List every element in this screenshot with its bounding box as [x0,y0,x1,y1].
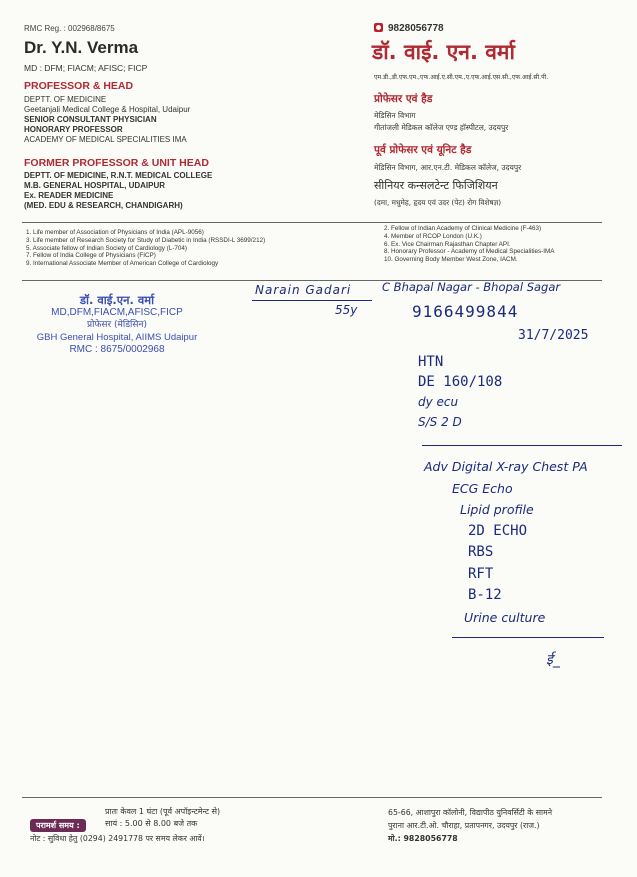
timing-label: परामर्श समय : [30,819,86,832]
memberships-left [26,229,265,268]
patient-address: C Bhapal Nagar - Bhopal Sagar [382,280,561,294]
header-divider [22,222,602,223]
stamp-title-hindi: प्रोफेसर (मेडिसिन) [87,320,147,330]
memberships-right [384,225,554,264]
section1-line: DEPTT. OF MEDICINE [24,95,107,104]
address-line: मो.: 9828056778 [388,834,458,843]
phone-icon [374,23,383,32]
section2-lines [24,171,212,211]
membership-item: 5. Associate fellow of Indian Society of Cardiology (L-704) [26,244,188,252]
advice-divider [422,445,622,446]
rmc-reg: RMC Reg. : 002968/8675 [24,24,115,33]
advice-item: Adv Digital X-ray Chest PA [424,459,588,474]
phone-number: 9828056778 [388,23,444,34]
membership-item: 1. Life member of Association of Physicians of India (APL-9056) [26,229,204,236]
timing-line: प्रातः केवल 1 घंटा (पूर्व अपॉइन्टमेन्ट से) [105,807,221,816]
timing-badge-wrap [30,813,86,832]
membership-item: 6. Ex. Vice Chairman Rajasthan Chapter API. [384,240,511,248]
advice-item: ECG Echo [452,480,513,496]
signature: ई_ [546,652,560,668]
doctor-name: Dr. Y.N. Verma [24,38,139,57]
phone-line [374,22,444,34]
section2-line: Ex. READER MEDICINE [24,191,114,200]
advice-item: 2D ECHO [468,522,528,539]
patient-phone: 9166499844 [412,302,519,321]
doctor-degrees: MD : DFM; FIACM; AFISC; FICP [24,63,148,73]
stamp-rmc: RMC : 8675/0002968 [69,344,165,355]
timing-lines [105,806,220,829]
advice-item: RBS [468,544,494,560]
footer-note: नोट : सुविधा हेतु (0294) 2491778 पर समय लेकर आवें। [30,834,205,843]
advice-item: RFT [468,565,494,582]
timing-line: सायं : 5.00 से 8.00 बजे तक [105,818,198,828]
patient-age: 55y [335,303,358,317]
section1-line: ACADEMY OF MEDICAL SPECIALITIES IMA [24,135,187,144]
section2-title-hindi: पूर्व प्रोफेसर एवं यूनिट हैड [374,144,472,156]
name-underline [252,300,372,301]
consultant-hindi: सीनियर कन्सलटेन्ट फिजिशियन [374,179,498,192]
membership-item: 7. Fellow of India College of Physicians (FICP) [26,252,156,260]
note-item: S/S 2 D [418,415,462,429]
advice-item: Lipid profile [460,502,534,517]
membership-item: 3. Life member of Research Society for Study of Diabetic in India (RSSDI-L 3699/212) [26,236,266,244]
membership-item: 9. International Associate Member of American College of Cardiology [26,260,219,268]
membership-item: 8. Honorary Professor - Academy of Medical Specialities-IMA [384,248,555,256]
clinic-address [388,806,552,845]
signature-line [452,637,604,638]
stamp-hospital: GBH General Hospital, AIIMS Udaipur [36,331,198,343]
section2-line: DEPTT. OF MEDICINE, R.N.T. MEDICAL COLLEGE [24,171,213,180]
section1-lines [24,95,190,145]
section1-title: PROFESSOR & HEAD [24,80,134,92]
specialty-hindi: (दमा, मधुमेह, हृदय एवं उदर (पेट) रोग विशेषज्ञ) [374,198,502,207]
membership-item: 4. Member of RCOP London (U.K.) [384,232,482,240]
section1-title-hindi: प्रोफेसर एवं हैड [374,93,433,105]
section2-title: FORMER PROFESSOR & UNIT HEAD [24,157,209,169]
section1-line-hindi: मेडिसिन विभाग [374,111,416,120]
stamp-degrees: MD,DFM,FIACM,AFISC,FICP [51,306,183,318]
section1-line: HONORARY PROFESSOR [24,125,123,134]
section1-line-hindi: गीतांजली मेडिकल कॉलेज एण्ड हॉस्पीटल, उदयपुर [374,123,509,132]
clinical-notes [418,352,502,432]
membership-item: 10. Governing Body Member West Zone, IACM. [384,256,518,264]
address-line: पुराना आर.टी.ओ. चौराहा, प्रतापनगर, उदयपुर (राज.) [388,821,540,830]
section2-line: M.B. GENERAL HOSPITAL, UDAIPUR [24,181,166,190]
address-line: 65-66, आशापुरा कॉलोनी, विद्यापीठ युनिवर्सिटी के सामने [388,808,553,817]
note-item: DE 160/108 [418,374,503,390]
section1-line: SENIOR CONSULTANT PHYSICIAN [24,115,157,124]
section1-lines-hindi [374,110,508,134]
advice-item: B-12 [468,587,502,603]
doctor-name-hindi: डॉ. वाई. एन. वर्मा [372,40,515,64]
doctor-stamp [22,294,212,357]
doctor-degrees-hindi: एम.डी.,डी.एफ.एम.,एफ.आई.ए.सी.एम.,ए.एफ.आई.एस.सी.,एफ.आई.सी.पी. [374,74,549,81]
section2-line-hindi: मेडिसिन विभाग, आर.एन.टी. मेडिकल कॉलेज, उदयपुर [374,163,522,172]
note-item: HTN [418,354,444,370]
stamp-name-hindi: डॉ. वाई.एन. वर्मा [79,293,155,307]
membership-item: 2. Fellow of Indian Academy of Clinical Medicine (F-463) [384,225,542,232]
section2-line: (MED. EDU & RESEARCH, CHANDIGARH) [24,201,183,210]
advice-item: Urine culture [464,609,546,625]
advice-list [424,456,624,628]
visit-date: 31/7/2025 [518,328,589,343]
patient-name: Narain Gadari [255,283,352,297]
footer-divider [22,797,602,798]
section1-line: Geetanjali Medical College & Hospital, Udaipur [24,105,191,114]
note-item: dy ecu [418,395,459,409]
